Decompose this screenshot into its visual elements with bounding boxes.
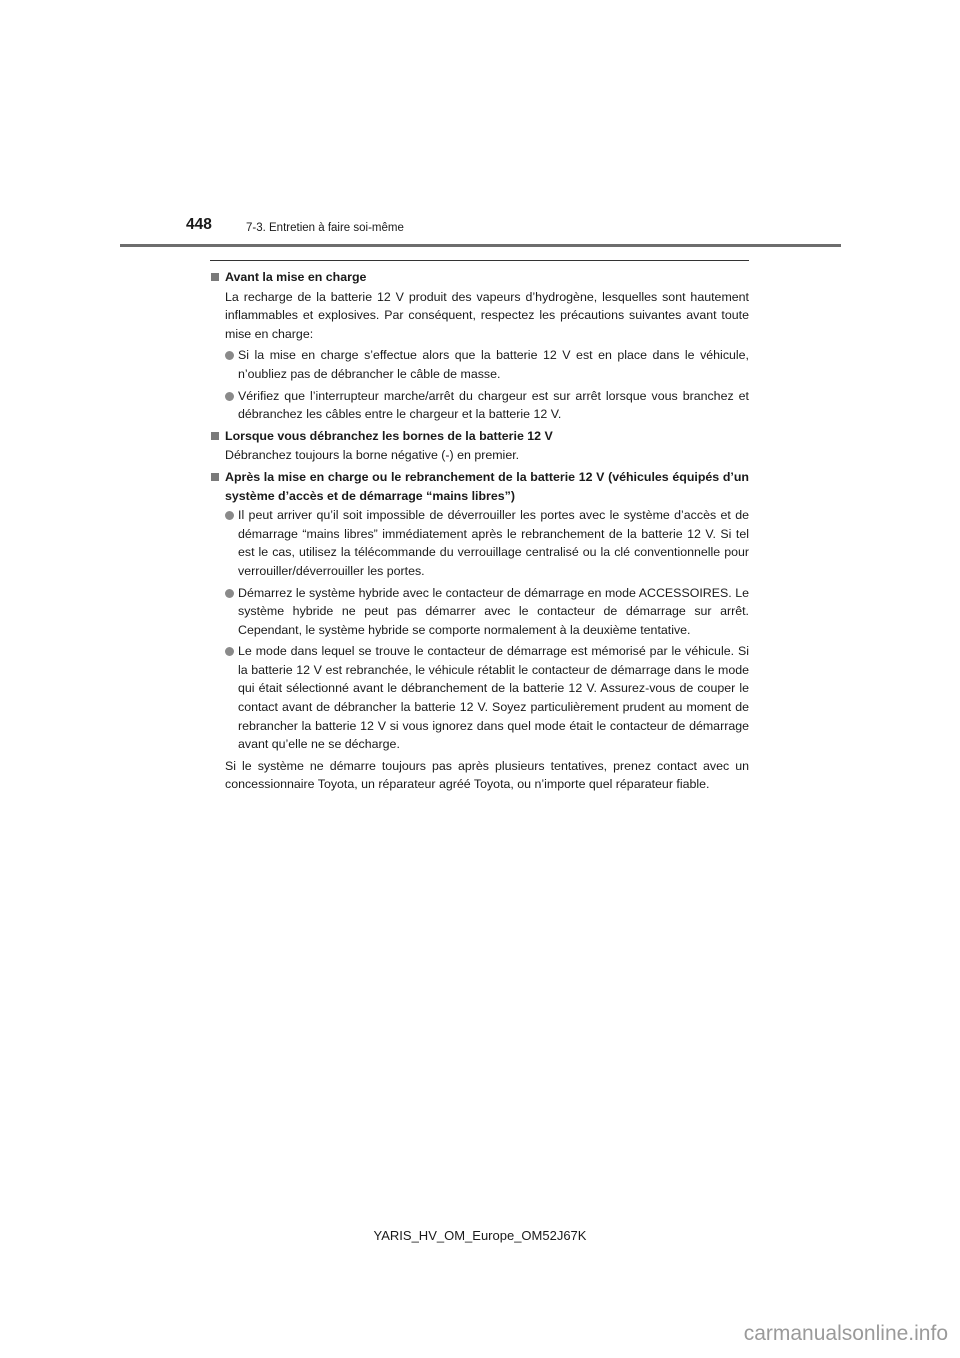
- list-item-text: Il peut arriver qu’il soit impossible de déverrouiller les portes avec le système d’accès et de démarrage “mains libres” immédiatement après le rebranchement de la batterie 12 V. Si tel est le cas, utilisez la télécommande du verrouillage centralisé ou la clé conventionnelle pour verrouiller/déverrouiller les portes.: [238, 508, 749, 578]
- heading-text: Après la mise en charge ou le rebranchement de la batterie 12 V (véhicules équipés d’un système d’accès et de démarrage “mains libres”): [225, 469, 749, 503]
- list-item: [210, 642, 749, 754]
- round-bullet-icon: [225, 511, 234, 520]
- header-rule: [120, 244, 841, 247]
- square-bullet-icon: [211, 473, 219, 481]
- section-heading: [210, 427, 749, 446]
- page-content: [210, 268, 749, 797]
- list-item: [210, 506, 749, 580]
- footer-doc-code: YARIS_HV_OM_Europe_OM52J67K: [373, 1228, 587, 1243]
- round-bullet-icon: [225, 647, 234, 656]
- list-item: [210, 584, 749, 640]
- section-after-charging: [210, 468, 749, 794]
- list-item-text: Si la mise en charge s’effectue alors que la batterie 12 V est en place dans le véhicule, n’oubliez pas de débrancher le câble de masse.: [238, 348, 749, 381]
- round-bullet-icon: [225, 351, 234, 360]
- list-item-text: Vérifiez que l’interrupteur marche/arrêt du chargeur est sur arrêt lorsque vous branchez et débranchez les câbles entre le chargeur et la batterie 12 V.: [238, 388, 749, 422]
- round-bullet-icon: [225, 392, 234, 401]
- heading-text: Avant la mise en charge: [225, 270, 367, 284]
- section-heading: [210, 468, 749, 505]
- section-title: 7-3. Entretien à faire soi-même: [246, 222, 404, 234]
- section-before-charging: [210, 268, 749, 424]
- page-number: 448: [186, 216, 212, 233]
- list-item-text: Démarrez le système hybride avec le contacteur de démarrage en mode ACCESSOIRES. Le système hybride ne peut pas démarrer avec le contacteur de démarrage sur arrêt. Cependant, le système hybride se comporte normalement à la deuxième tentative.: [238, 585, 749, 637]
- content-top-rule: [210, 260, 749, 261]
- paragraph: La recharge de la batterie 12 V produit des vapeurs d’hydrogène, lesquelles sont hautement inflammables et explosives. Par conséquent, respectez les précautions suivantes avant toute mise en charge:: [225, 289, 749, 341]
- closing-paragraph: Si le système ne démarre toujours pas après plusieurs tentatives, prenez contact avec un concessionnaire Toyota, un réparateur agréé Toyota, ou n’importe quel réparateur fiable.: [225, 758, 749, 792]
- square-bullet-icon: [211, 273, 219, 281]
- list-item: [210, 346, 749, 383]
- round-bullet-icon: [225, 589, 234, 598]
- watermark: carmanualsonline.info: [743, 1322, 948, 1345]
- list-item-text: Le mode dans lequel se trouve le contacteur de démarrage est mémorisé par le véhicule. Si la batterie 12 V est rebranchée, le véhicule rétablit le contacteur de démarrage dans le mode qui était sélectionné avant le débranchement de la batterie 12 V. Assurez-vous de couper le contact avant de débrancher la batterie 12 V. Soyez particulièrement prudent au moment de rebrancher la batterie 12 V si vous ignorez dans quel mode était le contacteur de démarrage avant qu’elle ne se décharge.: [238, 644, 749, 752]
- square-bullet-icon: [211, 432, 219, 440]
- section-heading: [210, 268, 749, 287]
- paragraph: Débranchez toujours la borne négative (-) en premier.: [225, 448, 520, 463]
- list-item: [210, 387, 749, 424]
- section-disconnect-terminals: [210, 427, 749, 465]
- heading-text: Lorsque vous débranchez les bornes de la batterie 12 V: [225, 428, 553, 443]
